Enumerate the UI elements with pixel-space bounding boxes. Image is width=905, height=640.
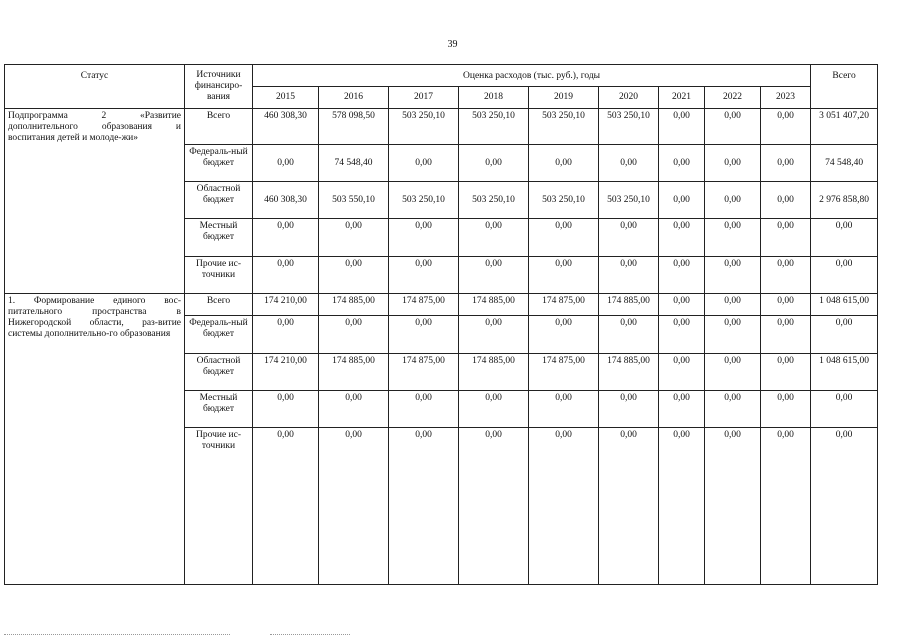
value-cell: 0,00	[253, 427, 319, 584]
source-cell: Федераль-ный бюджет	[185, 316, 253, 353]
value-cell: 0,00	[599, 219, 659, 256]
value-cell: 0,00	[659, 390, 705, 427]
total-cell: 0,00	[811, 316, 878, 353]
total-cell: 1 048 615,00	[811, 293, 878, 316]
source-cell: Прочие ис-точники	[185, 256, 253, 293]
page-number: 39	[447, 39, 458, 50]
value-cell: 0,00	[529, 219, 599, 256]
value-cell: 0,00	[389, 256, 459, 293]
value-cell: 0,00	[599, 427, 659, 584]
value-cell: 174 210,00	[253, 353, 319, 390]
footer-divider	[4, 634, 230, 635]
total-cell: 0,00	[811, 219, 878, 256]
source-cell: Местный бюджет	[185, 219, 253, 256]
header-year: 2018	[459, 87, 529, 109]
status-cell: 1. Формирование единого вос-питательного пространства в Нижегородской области, раз-витие системы дополнительно-го образования	[5, 293, 185, 584]
value-cell: 174 875,00	[389, 353, 459, 390]
value-cell: 0,00	[705, 256, 761, 293]
value-cell: 0,00	[761, 390, 811, 427]
header-year: 2015	[253, 87, 319, 109]
value-cell: 0,00	[659, 293, 705, 316]
value-cell: 0,00	[389, 219, 459, 256]
value-cell: 503 250,10	[599, 182, 659, 219]
value-cell: 0,00	[599, 390, 659, 427]
value-cell: 0,00	[389, 427, 459, 584]
value-cell: 174 885,00	[459, 353, 529, 390]
source-cell: Всего	[185, 293, 253, 316]
value-cell: 0,00	[459, 390, 529, 427]
value-cell: 0,00	[761, 182, 811, 219]
value-cell: 503 250,10	[529, 109, 599, 145]
value-cell: 0,00	[459, 256, 529, 293]
value-cell: 0,00	[705, 145, 761, 182]
value-cell: 0,00	[705, 219, 761, 256]
value-cell: 0,00	[705, 427, 761, 584]
source-cell: Всего	[185, 109, 253, 145]
value-cell: 0,00	[599, 256, 659, 293]
value-cell: 0,00	[253, 219, 319, 256]
value-cell: 0,00	[761, 316, 811, 353]
value-cell: 0,00	[659, 182, 705, 219]
footer-divider	[270, 634, 350, 635]
value-cell: 0,00	[319, 390, 389, 427]
total-cell: 0,00	[811, 427, 878, 584]
value-cell: 0,00	[529, 256, 599, 293]
total-cell: 0,00	[811, 256, 878, 293]
value-cell: 0,00	[459, 316, 529, 353]
value-cell: 0,00	[459, 145, 529, 182]
header-row-top	[5, 65, 878, 87]
header-total: Всего	[811, 65, 878, 109]
total-cell: 3 051 407,20	[811, 109, 878, 145]
value-cell: 0,00	[599, 316, 659, 353]
value-cell: 174 885,00	[599, 293, 659, 316]
value-cell: 503 250,10	[459, 182, 529, 219]
source-cell: Областной бюджет	[185, 182, 253, 219]
value-cell: 174 885,00	[319, 353, 389, 390]
value-cell: 503 250,10	[389, 182, 459, 219]
header-year: 2017	[389, 87, 459, 109]
table-row	[5, 109, 878, 145]
header-year: 2022	[705, 87, 761, 109]
value-cell: 174 210,00	[253, 293, 319, 316]
value-cell: 174 875,00	[529, 353, 599, 390]
value-cell: 0,00	[761, 109, 811, 145]
header-status: Статус	[5, 65, 185, 109]
header-year: 2020	[599, 87, 659, 109]
header-year: 2019	[529, 87, 599, 109]
value-cell: 0,00	[659, 353, 705, 390]
value-cell: 578 098,50	[319, 109, 389, 145]
source-cell: Прочие ис-точники	[185, 427, 253, 584]
value-cell: 503 250,10	[459, 109, 529, 145]
header-year: 2016	[319, 87, 389, 109]
value-cell: 0,00	[389, 145, 459, 182]
value-cell: 0,00	[253, 256, 319, 293]
value-cell: 0,00	[459, 219, 529, 256]
value-cell: 0,00	[659, 219, 705, 256]
value-cell: 0,00	[319, 256, 389, 293]
value-cell: 0,00	[761, 353, 811, 390]
table-body	[5, 109, 878, 585]
value-cell: 0,00	[389, 316, 459, 353]
value-cell: 0,00	[659, 145, 705, 182]
value-cell: 174 885,00	[319, 293, 389, 316]
value-cell: 174 885,00	[459, 293, 529, 316]
value-cell: 0,00	[761, 256, 811, 293]
header-sources: Источники финансиро-вания	[185, 65, 253, 109]
value-cell: 0,00	[705, 353, 761, 390]
value-cell: 460 308,30	[253, 182, 319, 219]
header-year: 2021	[659, 87, 705, 109]
value-cell: 0,00	[659, 256, 705, 293]
value-cell: 174 875,00	[529, 293, 599, 316]
value-cell: 0,00	[761, 293, 811, 316]
source-cell: Местный бюджет	[185, 390, 253, 427]
value-cell: 0,00	[319, 427, 389, 584]
value-cell: 0,00	[253, 145, 319, 182]
value-cell: 0,00	[705, 109, 761, 145]
value-cell: 0,00	[705, 390, 761, 427]
header-year: 2023	[761, 87, 811, 109]
value-cell: 0,00	[659, 427, 705, 584]
value-cell: 503 250,10	[599, 109, 659, 145]
value-cell: 503 250,10	[529, 182, 599, 219]
value-cell: 0,00	[705, 293, 761, 316]
value-cell: 174 885,00	[599, 353, 659, 390]
value-cell: 0,00	[529, 145, 599, 182]
value-cell: 0,00	[253, 390, 319, 427]
total-cell: 2 976 858,80	[811, 182, 878, 219]
value-cell: 503 550,10	[319, 182, 389, 219]
value-cell: 460 308,30	[253, 109, 319, 145]
value-cell: 0,00	[529, 316, 599, 353]
value-cell: 503 250,10	[389, 109, 459, 145]
source-cell: Областной бюджет	[185, 353, 253, 390]
value-cell: 74 548,40	[319, 145, 389, 182]
value-cell: 0,00	[529, 390, 599, 427]
total-cell: 1 048 615,00	[811, 353, 878, 390]
value-cell: 0,00	[761, 145, 811, 182]
value-cell: 0,00	[761, 427, 811, 584]
value-cell: 0,00	[319, 219, 389, 256]
value-cell: 0,00	[529, 427, 599, 584]
budget-table	[4, 64, 878, 585]
value-cell: 0,00	[705, 182, 761, 219]
header-estimate: Оценка расходов (тыс. руб.), годы	[253, 65, 811, 87]
value-cell: 0,00	[389, 390, 459, 427]
value-cell: 0,00	[459, 427, 529, 584]
value-cell: 174 875,00	[389, 293, 459, 316]
value-cell: 0,00	[253, 316, 319, 353]
table-row	[5, 293, 878, 316]
source-cell: Федераль-ный бюджет	[185, 145, 253, 182]
total-cell: 0,00	[811, 390, 878, 427]
value-cell: 0,00	[761, 219, 811, 256]
value-cell: 0,00	[659, 109, 705, 145]
total-cell: 74 548,40	[811, 145, 878, 182]
value-cell: 0,00	[599, 145, 659, 182]
value-cell: 0,00	[705, 316, 761, 353]
value-cell: 0,00	[319, 316, 389, 353]
value-cell: 0,00	[659, 316, 705, 353]
status-cell: Подпрограмма 2 «Развитие дополнительного образования и воспитания детей и молоде-жи»	[5, 109, 185, 294]
